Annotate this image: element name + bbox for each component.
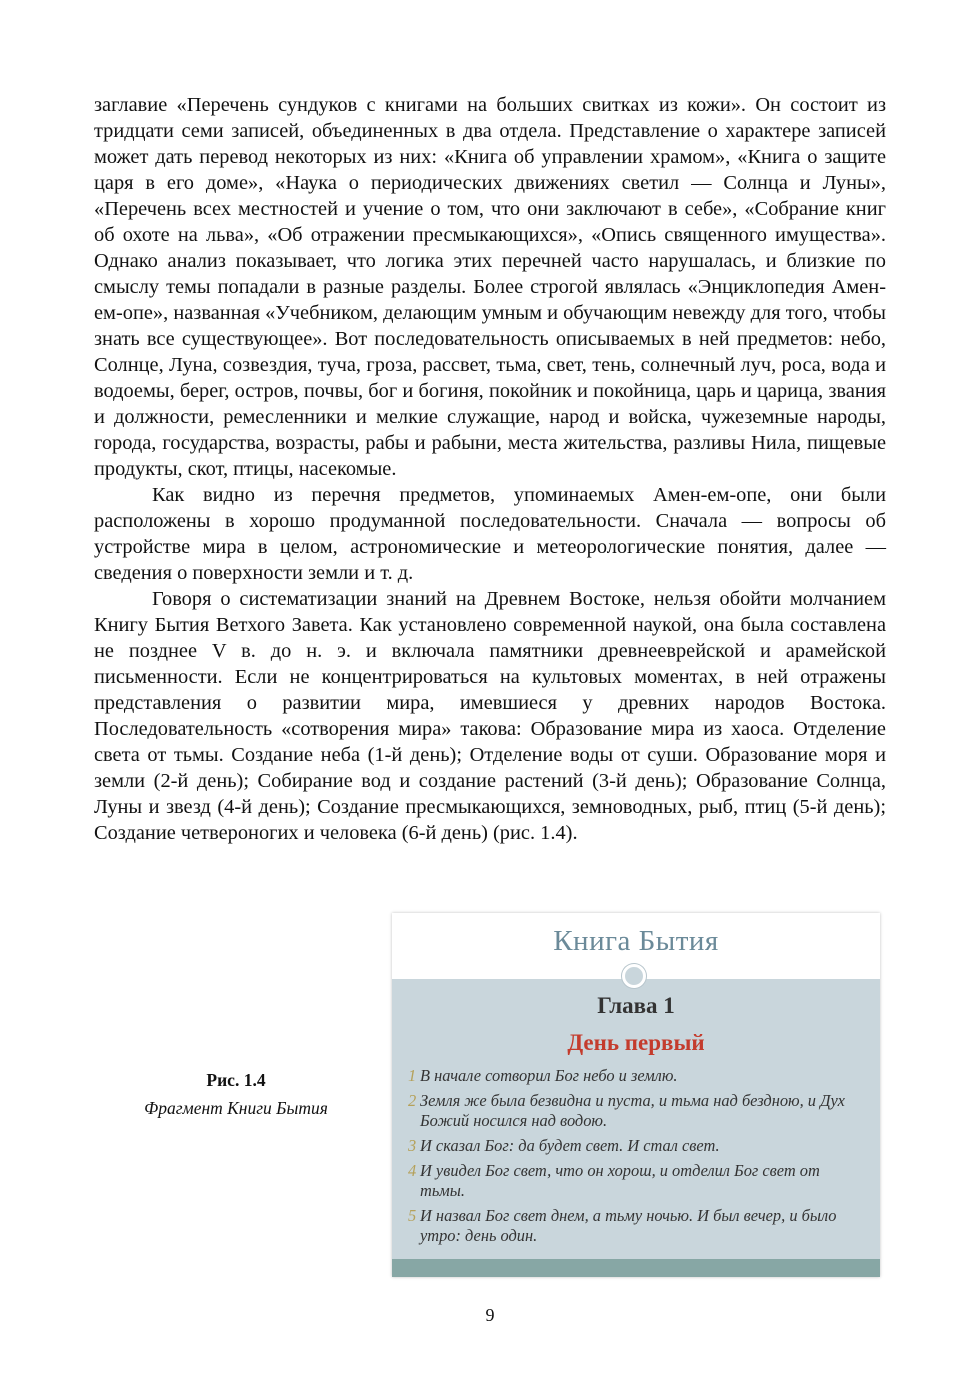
day-heading: День первый (567, 1030, 705, 1055)
paragraph-3: Говоря о систематизации знаний на Древнем Востоке, нельзя обойти молчанием Книгу Бытия Ветхого Завета. Как установлено современной наукой, она была составлена не позднее V в. до н. э. и включала памятники древнееврейской и арамейской письменности. Если не концентрироваться на культовых моментах, в ней отражены представления о развитии мира, имевшиеся у древних народов Востока. Последовательность «сотворения мира» такова: Образование мира из хаоса. Отделение света от тьмы. Создание неба (1-й день); Отделение воды от суши. Образование моря и земли (2-й день); Собирание вод и создание растений (3-й день); Образование Солнца, Луны и звезд (4-й день); Создание пресмыкающихся, земноводных, рыб, птиц (5-й день); Создание четвероногих и человека (6-й день) (рис. 1.4). (94, 588, 886, 844)
body-text (94, 92, 886, 846)
verse-list (408, 1066, 868, 1251)
figure-number: Рис. 1.4 (206, 1070, 266, 1090)
verse-number: 4 (408, 1161, 417, 1180)
genesis-figure (392, 913, 880, 1277)
paragraph-1: заглавие «Перечень сундуков с книгами на больших свитках из кожи». Он состоит из тридцати семи записей, объединенных в два отдела. Представление о характере записей может дать перевод некоторых из них: «Книга об управлении храмом», «Книга о защите царя в его доме», «Наука о периодических движениях светил — Солнца и Луны», «Перечень всех местностей и учение о том, что они заключают в себе», «Собрание книг об охоте на льва», «Об отражении пресмыкающихся», «Опись священного имущества». Однако анализ показывает, что логика этих перечней часто нарушалась, и близкие по смыслу темы попадали в разные разделы. Более строгой являлась «Энциклопедия Амен-ем-опе», названная «Учебником, делающим умным и обучающим невежду для того, чтобы знать все существующее». Вот последовательность описываемых в ней предметов: небо, Солнце, Луна, созвездия, туча, гроза, рассвет, тьма, свет, тень, солнечный луч, роса, вода и водоемы, берег, остров, почвы, бог и богиня, покойник и покойница, царь и царица, звания и должности, ремесленники и мелкие служащие, народ и войска, чужеземные народы, города, государства, возрасты, рабы и рабыни, места жительства, разливы Нила, пищевые продукты, скот, птицы, насекомые. (94, 94, 886, 480)
verse-item (408, 1136, 868, 1156)
figure-footer-band (392, 1259, 880, 1277)
verse-text: И назвал Бог свет днем, а тьму ночью. И был вечер, и было утро: день один. (420, 1206, 837, 1245)
verse-text: И сказал Бог: да будет свет. И стал свет. (420, 1136, 720, 1155)
figure-caption (118, 1066, 354, 1122)
page-number: 9 (485, 1305, 495, 1325)
verse-text: Земля же была безвидна и пуста, и тьма над бездною, и Дух Божий носился над водою. (420, 1091, 845, 1130)
verse-text: И увидел Бог свет, что он хорош, и отделил Бог свет от тьмы. (420, 1161, 820, 1200)
verse-number: 5 (408, 1206, 417, 1225)
verse-text: В начале сотворил Бог небо и землю. (420, 1066, 678, 1085)
verse-number: 2 (408, 1091, 417, 1110)
figure-title: Фрагмент Книги Бытия (144, 1098, 328, 1118)
verse-number: 3 (408, 1136, 417, 1155)
book-title: Книга Бытия (553, 925, 719, 957)
chapter-heading: Глава 1 (597, 993, 675, 1018)
verse-item (408, 1066, 868, 1086)
verse-item (408, 1091, 868, 1131)
verse-item (408, 1161, 868, 1201)
verse-item (408, 1206, 868, 1246)
verse-number: 1 (408, 1066, 417, 1085)
circle-ornament-icon (622, 964, 646, 988)
paragraph-2: Как видно из перечня предметов, упоминаемых Амен-ем-опе, они были расположены в хорошо продуманной последовательности. Сначала — вопросы об устройстве мира в целом, астрономические и метеорологические понятия, далее — сведения о поверхности земли и т. д. (94, 484, 886, 584)
